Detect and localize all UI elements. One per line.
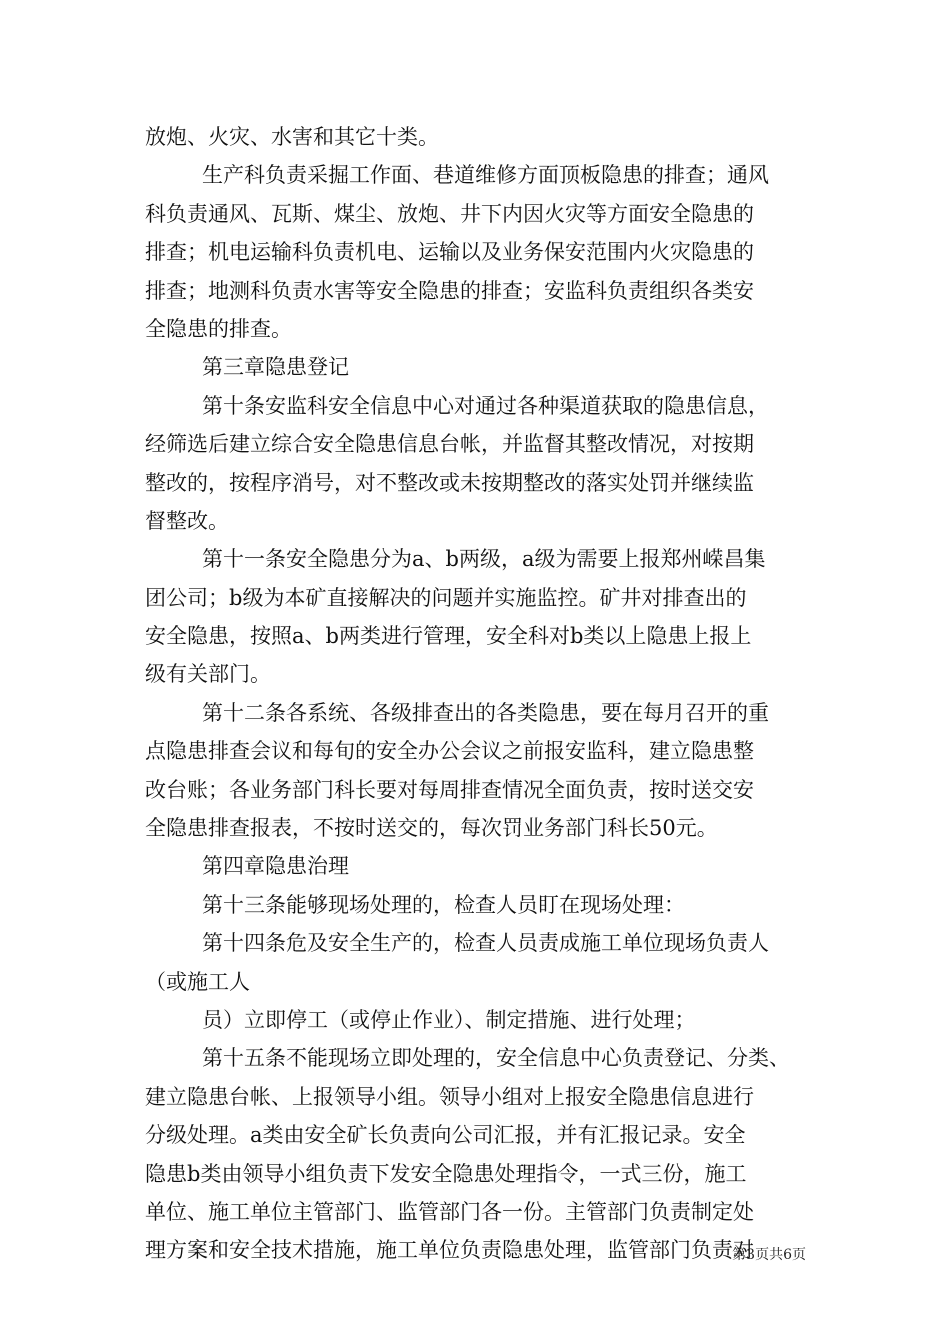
text-line: 级有关部门。: [145, 662, 271, 687]
text-line: 督整改。: [145, 508, 229, 533]
text-line: 第三章隐患登记: [202, 355, 349, 380]
text-line: 团公司；b级为本矿直接解决的问题并实施监控。矿井对排查出的: [145, 585, 747, 610]
text-line: （或施工人: [145, 969, 250, 994]
text-line: 建立隐患台帐、上报领导小组。领导小组对上报安全隐患信息进行: [145, 1084, 754, 1109]
text-line: 生产科负责采掘工作面、巷道维修方面顶板隐患的排查；通风: [202, 163, 769, 188]
text-line: 排查；地测科负责水害等安全隐患的排查；安监科负责组织各类安: [145, 278, 754, 303]
text-line: 隐患b类由领导小组负责下发安全隐患处理指令，一式三份，施工: [145, 1161, 747, 1186]
text-line: 排查；机电运输科负责机电、运输以及业务保安范围内火灾隐患的: [145, 240, 754, 265]
text-line: 单位、施工单位主管部门、监管部门各一份。主管部门负责制定处: [145, 1199, 754, 1224]
text-line: 理方案和安全技术措施，施工单位负责隐患处理，监管部门负责对: [145, 1238, 754, 1263]
text-line: 第十条安监科安全信息中心对通过各种渠道获取的隐患信息，: [202, 393, 769, 418]
text-line: 第十二条各系统、各级排查出的各类隐患，要在每月召开的重: [202, 700, 769, 725]
text-line: 全隐患排查报表，不按时送交的，每次罚业务部门科长50元。: [145, 816, 718, 841]
page-number: 第3页共6页: [732, 1247, 806, 1263]
text-line: 分级处理。a类由安全矿长负责向公司汇报，并有汇报记录。安全: [145, 1123, 746, 1148]
text-line: 经筛选后建立综合安全隐患信息台帐，并监督其整改情况，对按期: [145, 432, 754, 457]
text-line: 第十四条危及安全生产的，检查人员责成施工单位现场负责人: [202, 931, 769, 956]
text-line: 第十一条安全隐患分为a、b两级，a级为需要上报郑州嵘昌集: [202, 547, 766, 572]
text-line: 第四章隐患治理: [202, 854, 349, 879]
text-line: 科负责通风、瓦斯、煤尘、放炮、井下内因火灾等方面安全隐患的: [145, 201, 754, 226]
text-line: 员）立即停工（或停止作业）、制定措施、进行处理；: [202, 1007, 696, 1032]
text-line: 整改的，按程序消号，对不整改或未按期整改的落实处罚并继续监: [145, 470, 754, 495]
text-line: 改台账；各业务部门科长要对每周排查情况全面负责，按时送交安: [145, 777, 754, 802]
text-line: 点隐患排查会议和每旬的安全办公会议之前报安监科，建立隐患整: [145, 739, 754, 764]
document-body: [145, 118, 810, 1270]
text-line: 第十三条能够现场处理的，检查人员盯在现场处理：: [202, 892, 685, 917]
text-line: 放炮、火灾、水害和其它十类。: [145, 125, 439, 149]
text-line: 安全隐患，按照a、b两类进行管理，安全科对b类以上隐患上报上: [145, 624, 752, 649]
text-line: 全隐患的排查。: [145, 316, 292, 341]
text-line: 第十五条不能现场立即处理的，安全信息中心负责登记、分类、: [202, 1046, 790, 1071]
